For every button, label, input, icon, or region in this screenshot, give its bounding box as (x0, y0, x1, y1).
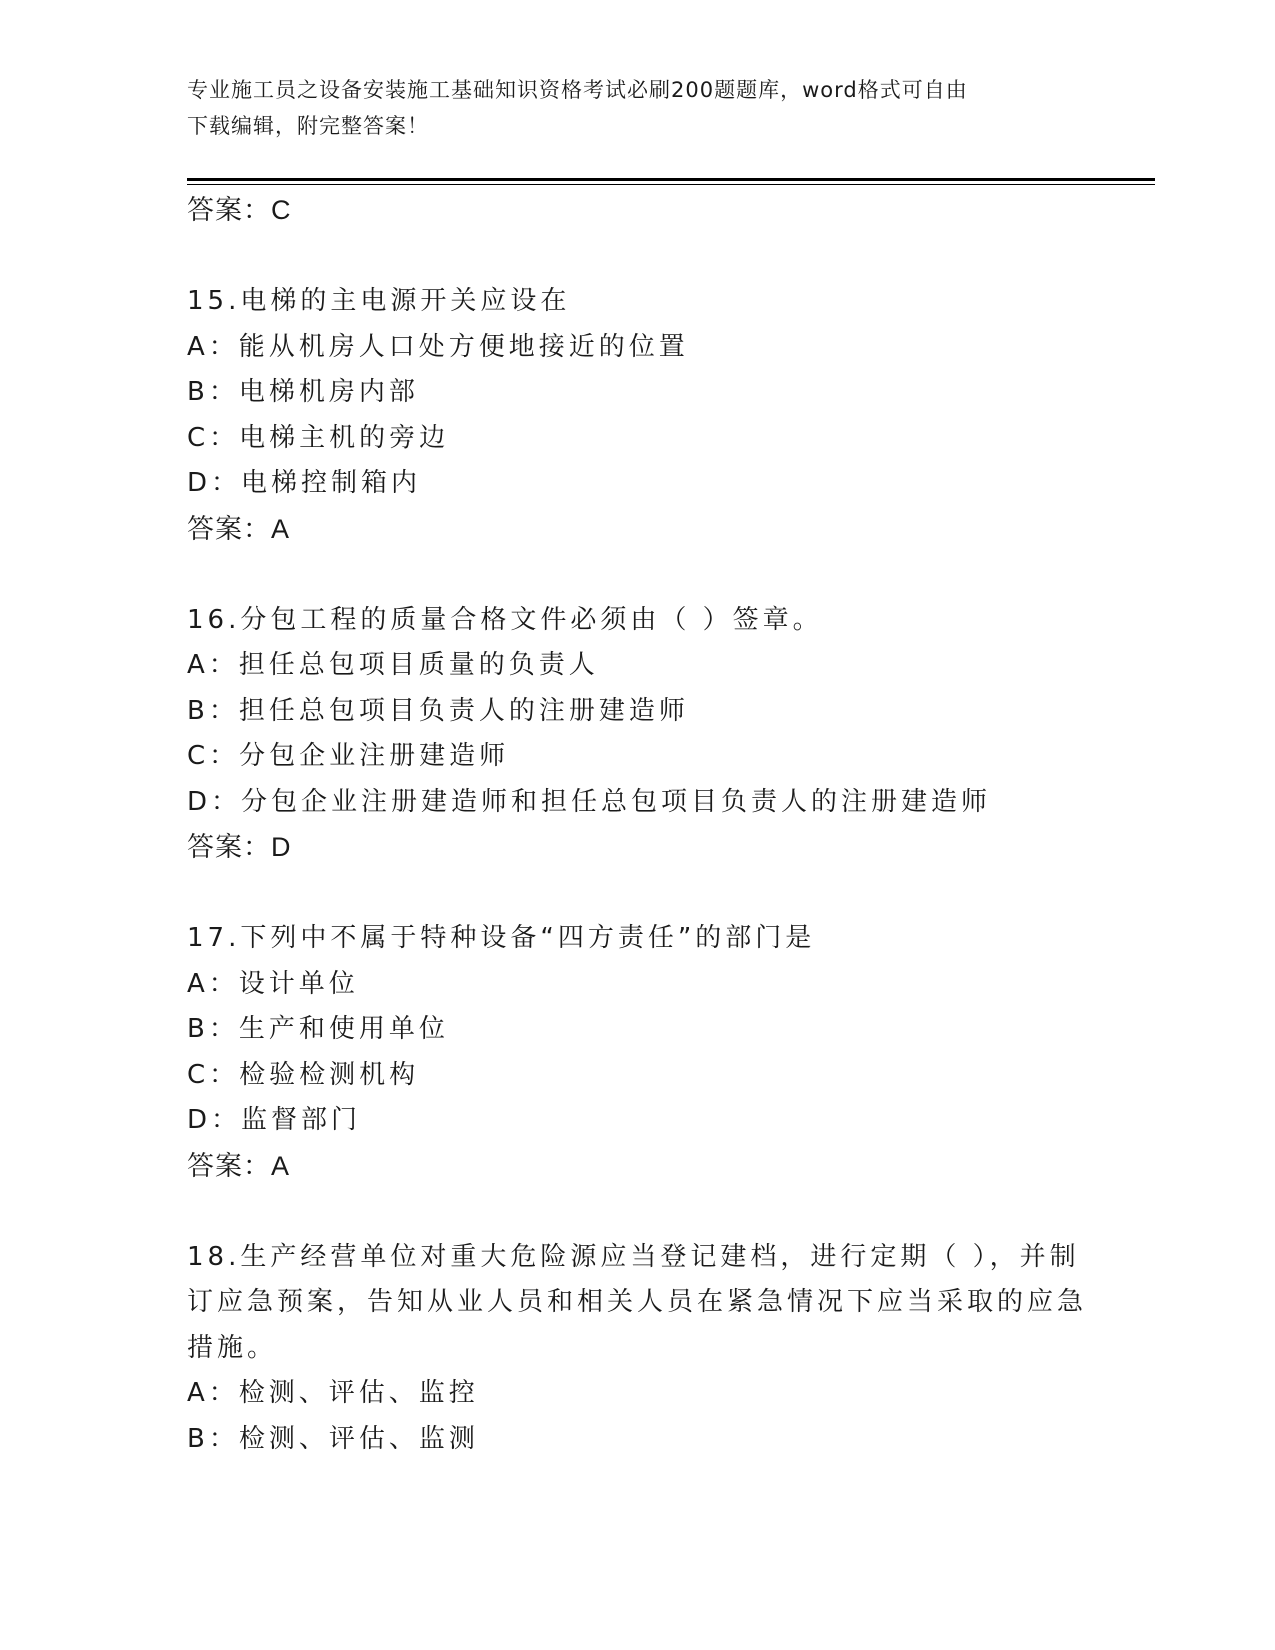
question-16 (187, 598, 1087, 871)
header-divider-thin (187, 184, 1155, 185)
answer: 答案：A (187, 513, 291, 544)
option-d: D：监督部门 (187, 1105, 362, 1135)
question-stem-line-2: 订应急预案，告知从业人员和相关人员在紧急情况下应当采取的应急 (187, 1287, 1088, 1317)
option-a: A：检测、评估、监控 (187, 1378, 479, 1408)
spacer (187, 234, 1087, 280)
header-title-line-1: 专业施工员之设备安装施工基础知识资格考试必刷200题题库，word格式可自由 (187, 78, 968, 102)
header-divider-thick (187, 178, 1155, 181)
option-a: A：担任总包项目质量的负责人 (187, 650, 599, 680)
previous-answer: 答案：C (187, 195, 292, 225)
option-c: C：电梯主机的旁边 (187, 422, 450, 453)
question-18 (187, 1235, 1087, 1463)
option-b: B：电梯机房内部 (187, 377, 419, 407)
header-title-line-2: 下载编辑，附完整答案！ (187, 114, 429, 138)
option-c: C：检验检测机构 (187, 1059, 420, 1090)
question-stem: 16.分包工程的质量合格文件必须由（ ）签章。 (187, 604, 823, 635)
answer: 答案：A (187, 1150, 291, 1181)
spacer (187, 1189, 1087, 1235)
option-a: A：能从机房人口处方便地接近的位置 (187, 331, 689, 362)
question-list (187, 188, 1087, 1462)
option-b: B：生产和使用单位 (187, 1014, 449, 1044)
option-a: A：设计单位 (187, 968, 359, 999)
question-stem-line-1: 18.生产经营单位对重大危险源应当登记建档，进行定期（ ），并制 (187, 1241, 1080, 1272)
option-c: C：分包企业注册建造师 (187, 741, 510, 771)
question-17 (187, 916, 1087, 1189)
option-d: D：电梯控制箱内 (187, 468, 422, 498)
spacer (187, 871, 1087, 917)
spacer (187, 552, 1087, 598)
question-stem-line-3: 措施。 (187, 1332, 278, 1363)
option-b: B：检测、评估、监测 (187, 1423, 479, 1454)
question-stem: 15.电梯的主电源开关应设在 (187, 286, 571, 316)
answer: 答案：D (187, 832, 292, 862)
question-15 (187, 279, 1087, 552)
option-d: D：分包企业注册建造师和担任总包项目负责人的注册建造师 (187, 786, 992, 817)
question-stem: 17.下列中不属于特种设备“四方责任”的部门是 (187, 923, 816, 953)
option-b: B：担任总包项目负责人的注册建造师 (187, 695, 689, 726)
document-header (187, 72, 1087, 144)
